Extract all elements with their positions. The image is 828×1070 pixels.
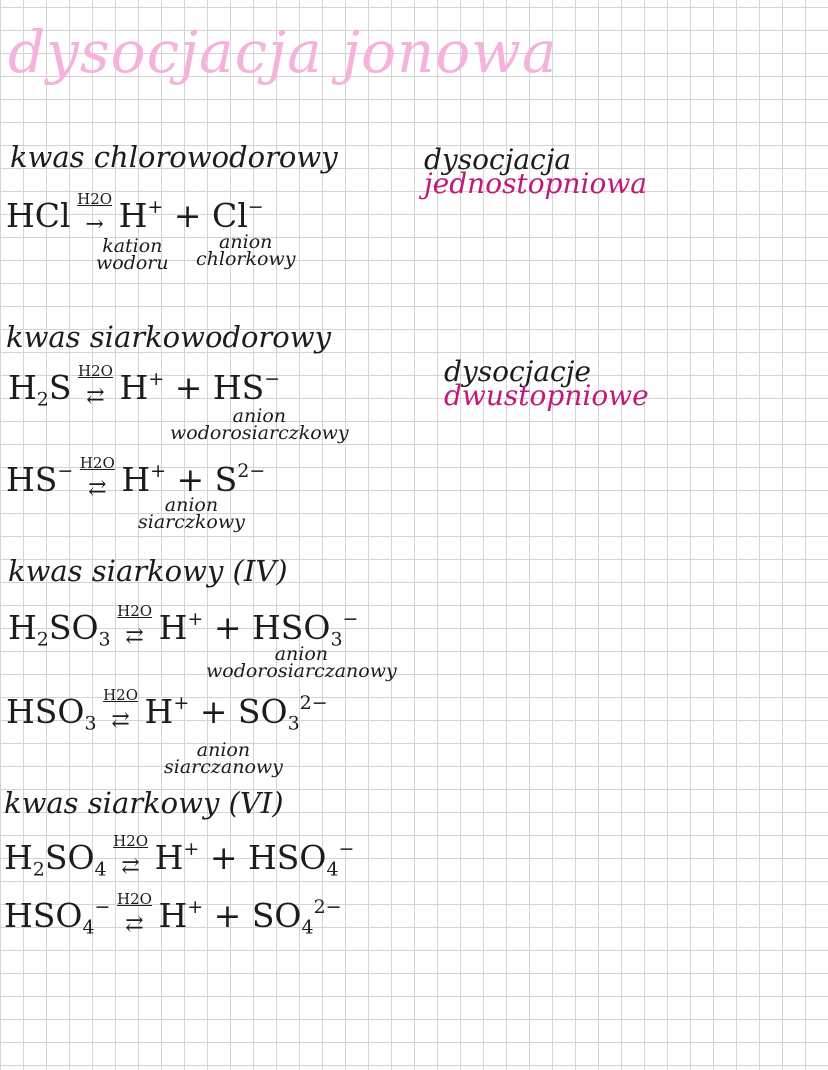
reactant: HCl	[6, 196, 71, 235]
cation: H	[118, 196, 148, 235]
anion-name-so3: anion siarczanowy	[164, 739, 283, 778]
side-note-single: dysocjacja jednostopniowa	[424, 143, 647, 200]
equation-h2so3-2: $HSO_3$ H2O ⇄ $H^+ + SO_3^{2-}$	[6, 686, 328, 735]
equation-h2s-1: $H_2S$ H2O ⇄ H+ + HS−	[8, 362, 281, 411]
anion-name-s: anion siarczkowy	[138, 494, 245, 533]
anion-name-hs: anion wodorosiarczkowy	[170, 405, 349, 444]
cation-name-hcl: kation wodoru	[96, 235, 169, 274]
anion: Cl	[211, 196, 248, 235]
reaction-arrow: H2O ⇄	[113, 832, 149, 879]
equation-h2s-2: HS− H2O ⇄ $H^+ + S^{2-}$	[6, 454, 266, 501]
reaction-arrow: H2O ⇄	[103, 686, 138, 733]
heading-h2so3: kwas siarkowy (IV)	[8, 554, 288, 588]
reaction-arrow: H2O ⇄	[117, 602, 153, 649]
heading-h2s: kwas siarkowodorowy	[6, 320, 331, 354]
equation-h2so4-1: $H_2SO_4$ H2O ⇄ $H^+ + HSO_4^-$	[4, 832, 355, 881]
reaction-arrow: H2O ⇄	[117, 890, 152, 937]
side-note-double: dysocjacje dwustopniowe	[444, 355, 649, 412]
equation-h2so3-1: $H_2SO_3$ H2O ⇄ $H^+ + HSO_3^-$	[8, 602, 359, 651]
page-title: dysocjacja jonowa	[8, 18, 558, 86]
anion-name-hcl: anion chlorkowy	[196, 231, 296, 270]
anion-name-hso3: anion wodorosiarczanowy	[206, 643, 397, 682]
heading-hcl: kwas chlorowodorowy	[10, 140, 338, 174]
heading-h2so4: kwas siarkowy (VI)	[4, 786, 284, 820]
reaction-arrow: H2O →	[77, 190, 113, 237]
reaction-arrow: H2O ⇄	[78, 362, 113, 409]
equation-h2so4-2: $HSO_4^-$ H2O ⇄ $H^+ + SO_4^{2-}$	[4, 890, 342, 939]
equation-hcl: HCl H2O → H+ + Cl−	[6, 190, 264, 237]
reaction-arrow: H2O ⇄	[79, 454, 115, 501]
